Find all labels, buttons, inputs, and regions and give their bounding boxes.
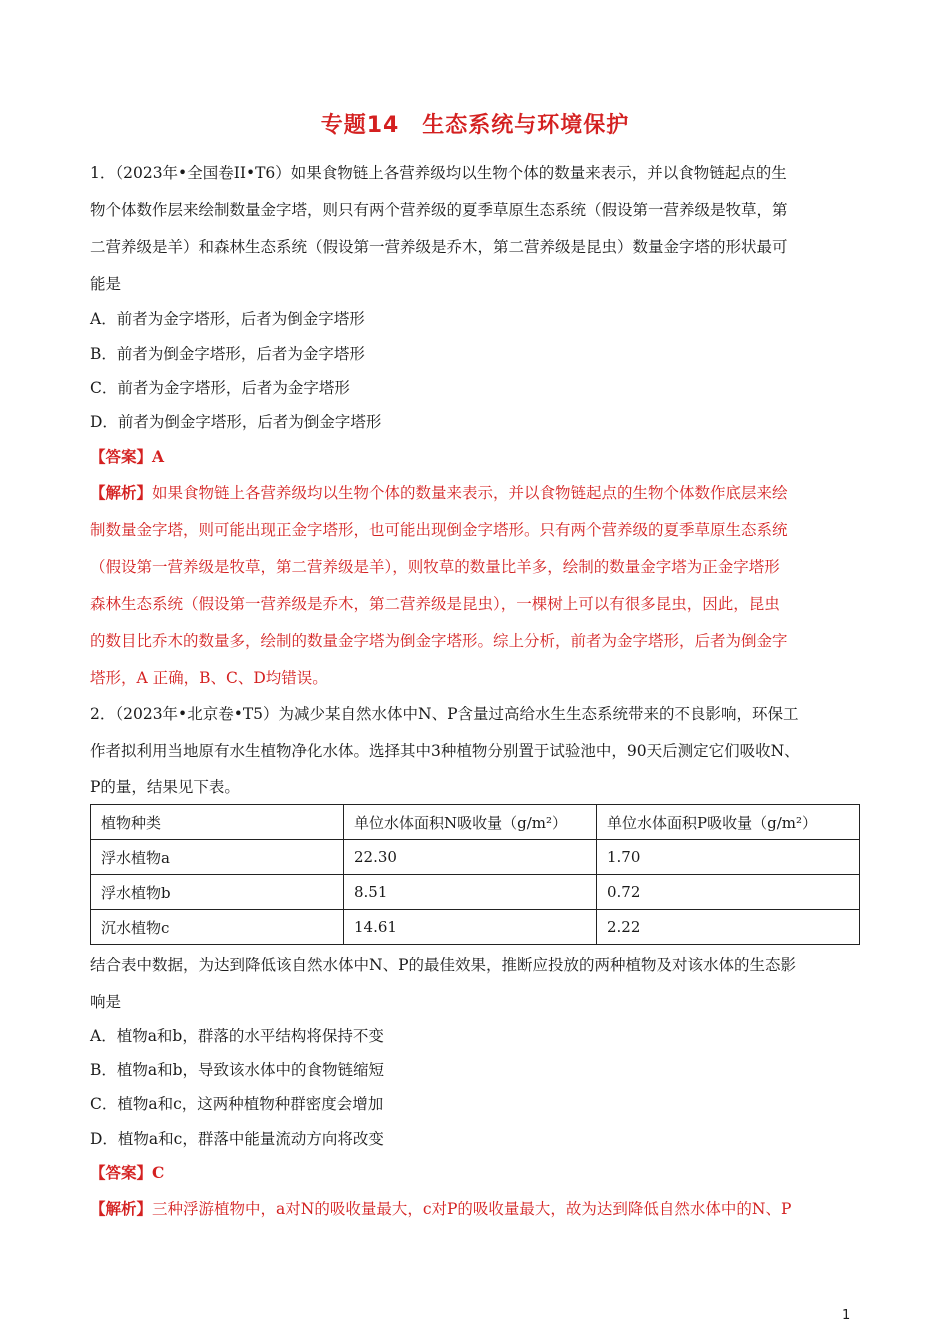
table-header-cell: 单位水体面积N吸收量（g/m²） <box>344 805 597 840</box>
q1-analysis-line-4: 森林生态系统（假设第一营养级是乔木，第二营养级是昆虫），一棵树上可以有很多昆虫，因此，昆虫 <box>90 595 780 613</box>
q1-option-d: D．前者为倒金字塔形，后者为倒金字塔形 <box>90 413 382 431</box>
q1-analysis-line-6: 塔形，A 正确，B、C、D均错误。 <box>90 669 328 687</box>
q2-after-line-1: 结合表中数据，为达到降低该自然水体中N、P的最佳效果，推断应投放的两种植物及对该水体的生态影 <box>90 956 796 974</box>
q2-answer: 【答案】C <box>90 1163 165 1182</box>
q1-analysis-line-5: 的数目比乔木的数量多，绘制的数量金字塔为倒金字塔形。综上分析，前者为金字塔形，后者为倒金字 <box>90 632 788 650</box>
table-cell: 0.72 <box>597 875 860 910</box>
table-cell: 沉水植物c <box>91 910 344 945</box>
q1-analysis-label: 【解析】 <box>90 483 153 502</box>
table-cell: 浮水植物a <box>91 840 344 875</box>
q1-stem-line-1: 1．（2023年•全国卷II•T6）如果食物链上各营养级均以生物个体的数量来表示，并以食物链起点的生 <box>90 164 787 182</box>
q2-option-b: B．植物a和b，导致该水体中的食物链缩短 <box>90 1061 385 1079</box>
q2-analysis-text-1: 三种浮游植物中，a对N的吸收量最大，c对P的吸收量最大，故为达到降低自然水体中的N、P <box>152 1200 792 1218</box>
q1-analysis-line-2: 制数量金字塔，则可能出现正金字塔形，也可能出现倒金字塔形。只有两个营养级的夏季草原生态系统 <box>90 521 788 539</box>
table-cell: 2.22 <box>597 910 860 945</box>
q2-option-c: C．植物a和c，这两种植物种群密度会增加 <box>90 1095 384 1113</box>
table-header-row <box>91 805 860 840</box>
table-header-cell: 植物种类 <box>91 805 344 840</box>
page-title: 专题14 生态系统与环境保护 <box>320 113 630 138</box>
table-cell: 浮水植物b <box>91 875 344 910</box>
table-cell: 22.30 <box>344 840 597 875</box>
page-number: 1 <box>842 1308 851 1323</box>
q2-after-line-2: 响是 <box>90 993 122 1011</box>
table-row <box>91 840 860 875</box>
q1-analysis-text-1: 如果食物链上各营养级均以生物个体的数量来表示，并以食物链起点的生物个体数作底层来绘 <box>152 484 788 502</box>
table-cell: 14.61 <box>344 910 597 945</box>
table-row <box>91 910 860 945</box>
q2-analysis-line-1 <box>90 1198 870 1220</box>
q1-analysis-line-1 <box>90 482 870 504</box>
q1-answer: 【答案】A <box>90 447 165 466</box>
q2-option-a: A．植物a和b，群落的水平结构将保持不变 <box>90 1027 384 1045</box>
q1-stem-line-4: 能是 <box>90 275 122 293</box>
q1-option-c: C．前者为金字塔形，后者为金字塔形 <box>90 379 350 397</box>
absorption-table <box>90 804 860 945</box>
q1-option-b: B．前者为倒金字塔形，后者为金字塔形 <box>90 345 365 363</box>
table-cell: 8.51 <box>344 875 597 910</box>
q2-stem-line-2: 作者拟利用当地原有水生植物净化水体。选择其中3种植物分别置于试验池中，90天后测定它们吸收N、 <box>90 742 800 760</box>
table-row <box>91 875 860 910</box>
q1-analysis-line-3: （假设第一营养级是牧草，第二营养级是羊），则牧草的数量比羊多，绘制的数量金字塔为正金字塔形 <box>90 558 780 576</box>
table-cell: 1.70 <box>597 840 860 875</box>
q1-option-a: A．前者为金字塔形，后者为倒金字塔形 <box>90 310 365 328</box>
q2-stem-line-3: P的量，结果见下表。 <box>90 778 240 796</box>
table-header-cell: 单位水体面积P吸收量（g/m²） <box>597 805 860 840</box>
q2-analysis-label: 【解析】 <box>90 1199 153 1218</box>
q2-option-d: D．植物a和c，群落中能量流动方向将改变 <box>90 1130 384 1148</box>
q1-stem-line-2: 物个体数作层来绘制数量金字塔，则只有两个营养级的夏季草原生态系统（假设第一营养级是牧草，第 <box>90 201 788 219</box>
q1-stem-line-3: 二营养级是羊）和森林生态系统（假设第一营养级是乔木，第二营养级是昆虫）数量金字塔的形状最可 <box>90 238 788 256</box>
q2-stem-line-1: 2．（2023年•北京卷•T5）为减少某自然水体中N、P含量过高给水生生态系统带来的不良影响，环保工 <box>90 705 799 723</box>
